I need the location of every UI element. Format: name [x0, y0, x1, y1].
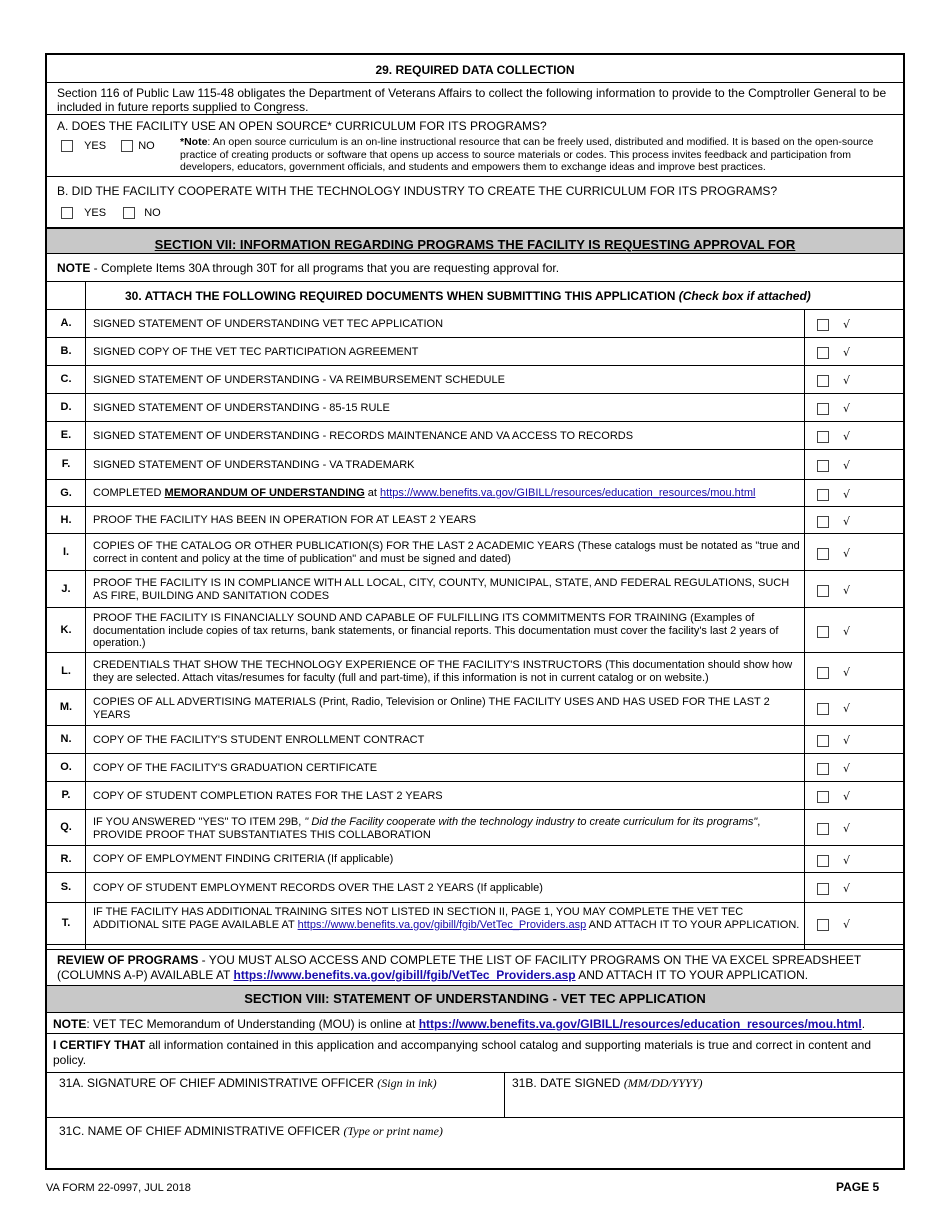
sec8-title: SECTION VIII: STATEMENT OF UNDERSTANDING - VET TEC APPLICATION: [244, 991, 706, 1006]
sec8-note: [53, 1017, 865, 1031]
item30-row: [47, 422, 903, 450]
sec7-note-label: NOTE: [57, 261, 91, 275]
item-letter: S.: [60, 881, 72, 893]
item-attach-cell: [817, 582, 850, 600]
item-link[interactable]: https://www.benefits.va.gov/GIBILL/resources/education_resources/mou.html: [380, 487, 756, 499]
signature-label: 31A. SIGNATURE OF CHIEF ADMINISTRATIVE OFFICER: [59, 1076, 378, 1090]
item-letter: O.: [60, 761, 72, 773]
certify-body: all information contained in this application and accompanying school catalog and supporting materials is true and correct in content and policy.: [53, 1038, 871, 1067]
sec29-title: 29. REQUIRED DATA COLLECTION: [375, 63, 575, 77]
check-mark-icon: √: [843, 918, 851, 932]
item-text-part: COMPLETED: [93, 487, 165, 499]
item-letter: C.: [60, 373, 72, 385]
item30-row: [47, 782, 903, 810]
item-text: COPIES OF THE CATALOG OR OTHER PUBLICATION(S) FOR THE LAST 2 ACADEMIC YEARS (These catalogs must be notated as "true and correct in content and policy at the time of publication" and must be signed and dated): [93, 540, 800, 565]
item-attach-cell: [817, 400, 850, 418]
item-text: SIGNED STATEMENT OF UNDERSTANDING - 85-15 RULE: [93, 402, 390, 414]
item-text: SIGNED STATEMENT OF UNDERSTANDING - VA TRADEMARK: [93, 459, 415, 471]
attached-checkbox[interactable]: [817, 703, 829, 715]
item30-row: [47, 653, 903, 690]
item-attach-cell: [817, 664, 850, 682]
item30-row: [47, 480, 903, 507]
attached-checkbox[interactable]: [817, 823, 829, 835]
name-row: [47, 1118, 903, 1170]
item-text: PROOF THE FACILITY HAS BEEN IN OPERATION FOR AT LEAST 2 YEARS: [93, 514, 477, 526]
check-mark-icon: √: [843, 854, 851, 868]
item30-row: [47, 394, 903, 422]
sec8-note-row: [47, 1013, 903, 1034]
item-text: SIGNED STATEMENT OF UNDERSTANDING - VA REIMBURSEMENT SCHEDULE: [93, 374, 505, 386]
item-attach-cell: [817, 820, 850, 838]
item-text: COPY OF STUDENT COMPLETION RATES FOR THE LAST 2 YEARS: [93, 790, 443, 802]
note-label: *Note: [180, 136, 208, 148]
item-attach-cell: [817, 700, 850, 718]
officer-name-hint: (Type or print name): [343, 1124, 443, 1138]
item-attach-cell: [817, 486, 850, 504]
item-text: [93, 816, 801, 841]
item-letter: Q.: [60, 821, 72, 833]
attached-checkbox[interactable]: [817, 375, 829, 387]
question-b-options: [61, 206, 161, 220]
sec7-note: [57, 261, 559, 275]
item-attach-cell: [817, 788, 850, 806]
review-link[interactable]: https://www.benefits.va.gov/gibill/fgib/VetTec_Providers.asp: [233, 968, 576, 982]
open-source-note: [180, 136, 897, 174]
item-letter: M.: [59, 701, 73, 713]
item30-header: [47, 282, 903, 310]
sec7-note-row: [47, 254, 903, 282]
item30-row: [47, 846, 903, 873]
check-mark-icon: √: [843, 702, 851, 716]
sec29-intro: Section 116 of Public Law 115-48 obligates the Department of Veterans Affairs to collect the following information to provide to the Comptroller General to be included in future reports supplied to Congress.: [57, 86, 887, 114]
attached-checkbox[interactable]: [817, 855, 829, 867]
attached-checkbox[interactable]: [817, 403, 829, 415]
date-signed-field[interactable]: [512, 1076, 703, 1090]
item-attach-cell: [817, 852, 850, 870]
item-letter: K.: [60, 624, 72, 636]
item-letter: H.: [60, 514, 72, 526]
review-label: REVIEW OF PROGRAMS: [57, 953, 199, 967]
check-mark-icon: √: [843, 402, 851, 416]
item30-row: [47, 507, 903, 534]
date-signed-label: 31B. DATE SIGNED: [512, 1076, 624, 1090]
item30-title: [125, 289, 811, 303]
attached-checkbox[interactable]: [817, 763, 829, 775]
officer-name-field[interactable]: [59, 1124, 443, 1138]
item-text: COPY OF THE FACILITY'S GRADUATION CERTIFICATE: [93, 762, 378, 774]
item-letter: A.: [60, 317, 72, 329]
sec29-intro-row: [47, 83, 903, 115]
item-text-part: at: [364, 487, 381, 499]
item-letter: B.: [60, 345, 72, 357]
attached-checkbox[interactable]: [817, 548, 829, 560]
item-attach-cell: [817, 513, 850, 531]
item-attach-cell: [817, 428, 850, 446]
item-text: PROOF THE FACILITY IS FINANCIALLY SOUND AND CAPABLE OF FULFILLING ITS COMMITMENTS FOR TRAINING (Examples of documentation include copies of tax returns, bank statements, or financial reports. This documentation must cover the facility's last 2 years of operation.): [93, 612, 779, 649]
question-b-label: B. DID THE FACILITY COOPERATE WITH THE TECHNOLOGY INDUSTRY TO CREATE THE CURRICULUM FOR ITS PROGRAMS?: [57, 184, 778, 198]
certify-text: [53, 1038, 893, 1068]
page-number: PAGE 5: [836, 1180, 880, 1194]
item30-row: [47, 366, 903, 394]
item30-row: [47, 810, 903, 846]
check-mark-icon: √: [843, 515, 851, 529]
item-text: COPIES OF ALL ADVERTISING MATERIALS (Print, Radio, Television or Online) THE FACILITY USES AND HAS USED FOR THE LAST 2 YEARS: [93, 696, 770, 721]
item-attach-cell: [817, 880, 850, 898]
check-mark-icon: √: [843, 734, 851, 748]
item-attach-cell: [817, 760, 850, 778]
item30-row: [47, 726, 903, 754]
check-mark-icon: √: [843, 318, 851, 332]
item-attach-cell: [817, 916, 850, 934]
sec8-note-text: : VET TEC Memorandum of Understanding (MOU) is online at: [86, 1017, 419, 1031]
item30-hint: (Check box if attached): [678, 289, 811, 303]
sec7-header: [47, 228, 903, 254]
item-letter: J.: [61, 583, 71, 595]
check-mark-icon: √: [843, 459, 851, 473]
item-text: SIGNED COPY OF THE VET TEC PARTICIPATION AGREEMENT: [93, 346, 419, 358]
signature-field[interactable]: [59, 1076, 437, 1090]
sec29-question-b: [47, 177, 903, 228]
check-mark-icon: √: [843, 547, 851, 561]
item30-row: [47, 338, 903, 366]
sec8-header: [47, 986, 903, 1013]
item-text: CREDENTIALS THAT SHOW THE TECHNOLOGY EXPERIENCE OF THE FACILITY'S INSTRUCTORS (This documentation should show how they are selected. Attach vitas/resumes for faculty (full and part-time), if this information is not in current catalog or on website.): [93, 659, 793, 684]
item-attach-cell: [817, 732, 850, 750]
check-mark-icon: √: [843, 346, 851, 360]
sec29-question-a: [47, 115, 903, 177]
check-mark-icon: √: [843, 822, 851, 836]
review-row: [47, 949, 903, 986]
item-attach-cell: [817, 457, 850, 475]
item-text: COPY OF STUDENT EMPLOYMENT RECORDS OVER THE LAST 2 YEARS (If applicable): [93, 882, 543, 894]
item30-row: [47, 534, 903, 571]
attached-checkbox[interactable]: [817, 791, 829, 803]
item30-title-text: 30. ATTACH THE FOLLOWING REQUIRED DOCUMENTS WHEN SUBMITTING THIS APPLICATION: [125, 289, 679, 303]
item-text: SIGNED STATEMENT OF UNDERSTANDING VET TEC APPLICATION: [93, 318, 444, 330]
item-text: PROOF THE FACILITY IS IN COMPLIANCE WITH ALL LOCAL, CITY, COUNTY, MUNICIPAL, STATE, AND FEDERAL REGULATIONS, SUCH AS FIRE, BUILDING AND SANITATION CODES: [93, 577, 790, 602]
item-letter: R.: [60, 853, 72, 865]
sec8-note-label: NOTE: [53, 1017, 87, 1031]
note-text: : An open source curriculum is an on-line instructional resource that can be freely used, distributed and modified. It is based on the open-source practice of creating products or software that opens up access to source materials or codes. This process invites feedback and participation from developers, educators, government officials, and students and empowers them to exchange ideas and improve best practices.: [180, 136, 874, 173]
question-a-label: A. DOES THE FACILITY USE AN OPEN SOURCE* CURRICULUM FOR ITS PROGRAMS?: [57, 119, 547, 133]
attached-checkbox[interactable]: [817, 489, 829, 501]
item30-row: [47, 754, 903, 782]
item-letter: N.: [60, 733, 72, 745]
item-letter: F.: [61, 458, 71, 470]
check-mark-icon: √: [843, 882, 851, 896]
form-page: [45, 53, 905, 1170]
item30-row: [47, 903, 903, 945]
item-letter: L.: [61, 665, 71, 677]
item-attach-cell: [817, 344, 850, 362]
item-attach-cell: [817, 316, 850, 334]
item-attach-cell: [817, 623, 850, 641]
signature-row: [47, 1073, 903, 1118]
attached-checkbox[interactable]: [817, 919, 829, 931]
form-id: VA FORM 22-0997, JUL 2018: [46, 1182, 191, 1194]
item30-row: [47, 310, 903, 338]
attached-checkbox[interactable]: [817, 585, 829, 597]
check-mark-icon: √: [843, 666, 851, 680]
item-link[interactable]: https://www.benefits.va.gov/gibill/fgib/VetTec_Providers.asp: [297, 918, 587, 931]
question-a-options: [61, 139, 155, 153]
item-text-part: AND ATTACH IT TO YOUR APPLICATION.: [586, 918, 800, 931]
signature-divider: [504, 1073, 505, 1117]
qa-no-label: NO: [138, 140, 155, 152]
check-mark-icon: √: [843, 625, 851, 639]
item-attach-cell: [817, 545, 850, 563]
item-text: COPY OF EMPLOYMENT FINDING CRITERIA (If applicable): [93, 853, 394, 865]
item30-row: [47, 450, 903, 480]
item-letter: I.: [62, 546, 70, 558]
attached-checkbox[interactable]: [817, 883, 829, 895]
check-mark-icon: √: [843, 762, 851, 776]
item-text-part: MEMORANDUM OF UNDERSTANDING: [164, 487, 365, 499]
check-mark-icon: √: [843, 584, 851, 598]
check-mark-icon: √: [843, 374, 851, 388]
item-text: [93, 906, 801, 931]
item-text: SIGNED STATEMENT OF UNDERSTANDING - RECORDS MAINTENANCE AND VA ACCESS TO RECORDS: [93, 430, 634, 442]
qa-yes-label: YES: [84, 140, 107, 152]
qa-yes-checkbox[interactable]: [61, 140, 73, 152]
item-letter: T.: [61, 917, 71, 929]
sec7-title: SECTION VII: INFORMATION REGARDING PROGRAMS THE FACILITY IS REQUESTING APPROVAL FOR: [154, 237, 796, 252]
certify-label: I CERTIFY THAT: [53, 1038, 146, 1052]
mou-link[interactable]: https://www.benefits.va.gov/GIBILL/resources/education_resources/mou.html: [418, 1017, 862, 1031]
check-mark-icon: √: [843, 790, 851, 804]
attached-checkbox[interactable]: [817, 431, 829, 443]
date-signed-hint: (MM/DD/YYYY): [623, 1076, 703, 1090]
check-mark-icon: √: [843, 430, 851, 444]
sec8-note-end: .: [861, 1017, 866, 1031]
qb-no-label: NO: [144, 207, 161, 219]
item-text-part: IF THE FACILITY HAS ADDITIONAL TRAINING SITES NOT LISTED IN SECTION II, PAGE 1, YOU MAY COMPLETE THE VET TEC ADDITIONAL SITE PAGE AVAILABLE AT: [93, 906, 744, 931]
sec7-note-text: - Complete Items 30A through 30T for all programs that you are requesting approval for.: [90, 261, 560, 275]
attached-checkbox[interactable]: [817, 347, 829, 359]
item-text-part: IF YOU ANSWERED "YES" TO ITEM 29B,: [93, 816, 305, 828]
review-post: AND ATTACH IT TO YOUR APPLICATION.: [575, 968, 809, 982]
item30-row: [47, 608, 903, 653]
attached-checkbox[interactable]: [817, 667, 829, 679]
officer-name-label: 31C. NAME OF CHIEF ADMINISTRATIVE OFFICER: [59, 1124, 344, 1138]
review-text: [57, 953, 895, 983]
attached-checkbox[interactable]: [817, 516, 829, 528]
item-text-part: " Did the Facility cooperate with the technology industry to create curriculum for its programs": [304, 816, 758, 828]
item30-row: [47, 690, 903, 726]
item-letter: D.: [60, 401, 72, 413]
item-letter: G.: [60, 487, 72, 499]
attached-checkbox[interactable]: [817, 735, 829, 747]
qb-yes-checkbox[interactable]: [61, 207, 73, 219]
signature-hint: (Sign in ink): [377, 1076, 437, 1090]
item-attach-cell: [817, 372, 850, 390]
item-text: [93, 487, 801, 500]
sec29-header: [47, 55, 903, 83]
item30-table: [47, 282, 903, 949]
attached-checkbox[interactable]: [817, 460, 829, 472]
qa-no-checkbox[interactable]: [121, 140, 133, 152]
qb-no-checkbox[interactable]: [123, 207, 135, 219]
item-text-part: , PROVIDE PROOF THAT SUBSTANTIATES THIS COLLABORATION: [93, 816, 761, 841]
item30-row: [47, 873, 903, 903]
item30-row: [47, 571, 903, 608]
review-body: - YOU MUST ALSO ACCESS AND COMPLETE THE LIST OF FACILITY PROGRAMS ON THE VA EXCEL SPREADSHEET (COLUMNS A-P) AVAILABLE AT: [57, 953, 861, 982]
attached-checkbox[interactable]: [817, 319, 829, 331]
attached-checkbox[interactable]: [817, 626, 829, 638]
qb-yes-label: YES: [84, 207, 107, 219]
certify-row: [47, 1034, 903, 1073]
item-letter: P.: [61, 789, 71, 801]
check-mark-icon: √: [843, 488, 851, 502]
item-letter: E.: [60, 429, 72, 441]
item-text: COPY OF THE FACILITY'S STUDENT ENROLLMENT CONTRACT: [93, 734, 425, 746]
